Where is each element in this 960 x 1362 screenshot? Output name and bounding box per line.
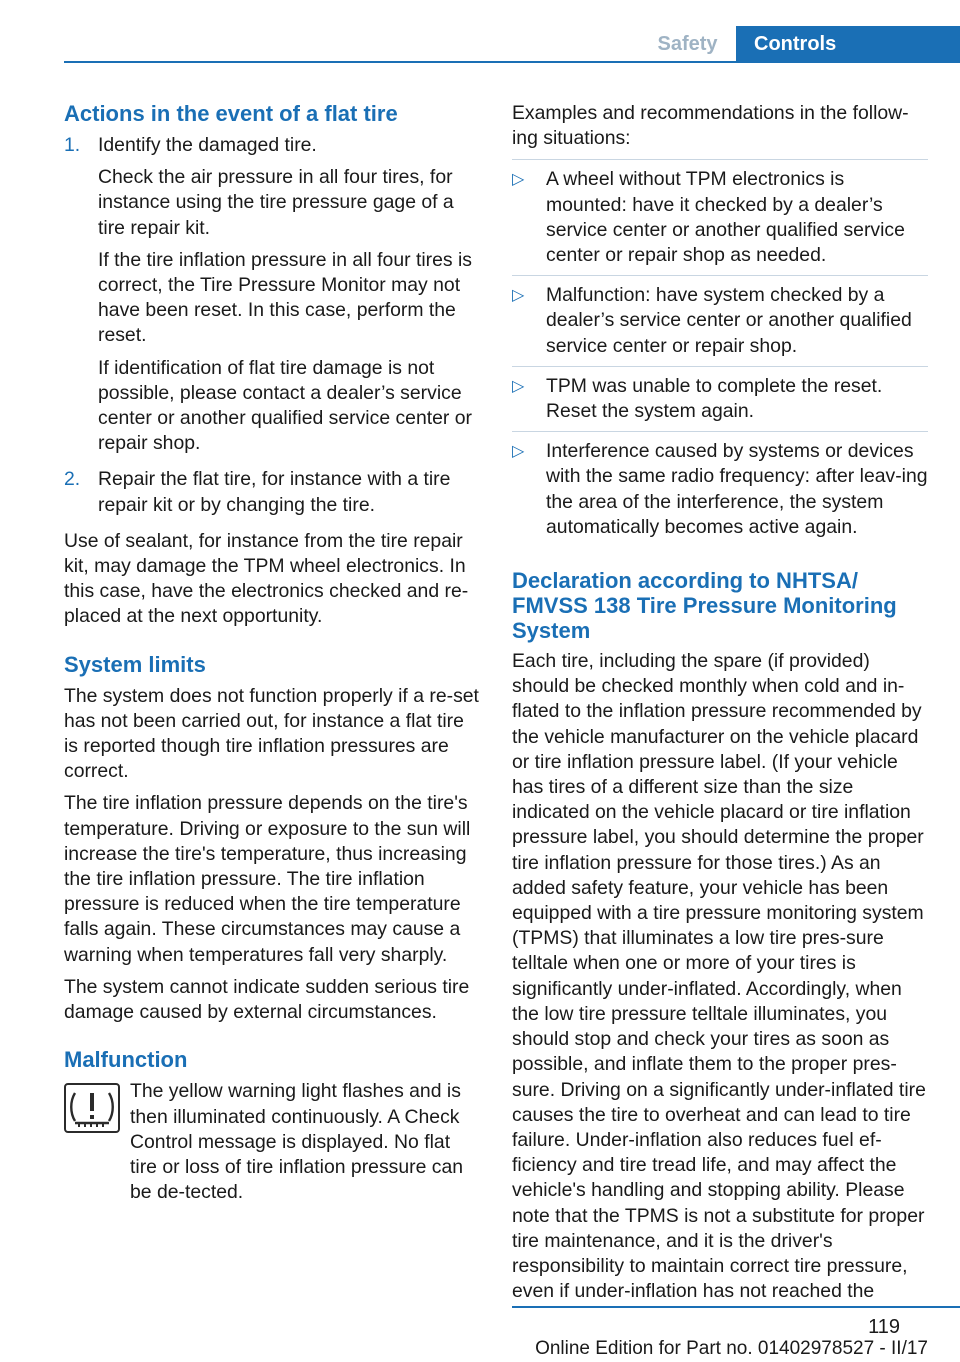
header-divider: [64, 61, 960, 63]
divider: [512, 366, 928, 367]
list-item: [64, 467, 480, 524]
list-item: [512, 283, 928, 359]
divider: [512, 275, 928, 276]
list-item: [64, 133, 480, 463]
malfunction-text: The yellow warning light flashes and is then illuminated continuously. A Check Control message is displayed. No flat tire or loss of tire inflation pressure can be de‐tected.: [130, 1080, 464, 1204]
system-limits-heading: System limits: [64, 651, 206, 677]
bullet-arrow-icon: ▷: [512, 443, 525, 461]
edition-label: Online Edition for Part no. 01402978527 - II/17: [535, 1338, 928, 1359]
step-text: Check the air pressure in all four tires, for instance using the tire pressure gage of a tire repair kit.: [98, 166, 454, 239]
bullet-arrow-icon: ▷: [512, 171, 525, 189]
step-text: If the tire inflation pressure in all four tires is correct, the Tire Pressure Monitor may not have been reset. In this case, perform the reset.: [98, 248, 472, 347]
bullet-arrow-icon: ▷: [512, 377, 525, 395]
tab-controls[interactable]: Controls: [736, 26, 960, 62]
system-limits-paragraph: The system cannot indicate sudden serious tire damage caused by external circumstances.: [64, 975, 470, 1024]
sealant-paragraph: Use of sealant, for instance from the tire repair kit, may damage the TPM wheel electronics. In this case, have the electronics checked and re‐placed at the next opportunity.: [64, 529, 469, 628]
left-column: [64, 101, 480, 1212]
divider: [512, 431, 928, 432]
divider: [512, 159, 928, 160]
step-text: If identification of flat tire damage is not possible, please contact a dealer’s service center or another qualified service center or repair shop.: [98, 356, 473, 455]
list-number: 1.: [64, 134, 81, 156]
list-item: [512, 167, 928, 268]
system-limits-paragraph: The tire inflation pressure depends on the tire's temperature. Driving or exposure to the sun will increase the tire's temperature, thus increasing the tire inflation pressure. The tire inflation pressure is reduced when the tire temperature falls again. These circumstances may cause a warning when temperatures fall very sharply.: [64, 792, 471, 966]
step-text: Repair the flat tire, for instance with a tire repair kit or by changing the tire.: [98, 468, 451, 516]
tab-safety[interactable]: Safety: [657, 33, 718, 55]
tire-pressure-warning-icon: [64, 1083, 120, 1133]
malfunction-heading: Malfunction: [64, 1047, 188, 1073]
bullet-arrow-icon: ▷: [512, 287, 525, 305]
list-item: [512, 439, 928, 540]
right-column: [512, 101, 928, 1311]
bullet-text: A wheel without TPM electronics is mounted: have it checked by a dealer’s service center or another qualified service center or repair shop as needed.: [546, 168, 905, 267]
bullet-text: Malfunction: have system checked by a dealer’s service center or another qualified service center or repair shop.: [546, 284, 912, 357]
page-number: 119: [868, 1316, 900, 1338]
declaration-paragraph: Each tire, including the spare (if provided) should be checked monthly when cold and in‐flated to the inflation pressure recommended by the vehicle manufacturer on the vehicle placard or tire inflation pressure label. (If your vehicle has tires of a different size than the size indicated on the vehicle placard or tire inflation pressure label, you should determine the proper tire inflation pressure for those tires.) As an added safety feature, your vehicle has been equipped with a tire pressure monitoring system (TPMS) that illuminates a low tire pres‐sure telltale when one or more of your tires is significantly under‐inflated. Accordingly, when the low tire pressure telltale illuminates, you should stop and check your tires as soon as possible, and inflate them to the proper pres‐sure. Driving on a significantly under‐inflated tire causes the tire to overheat and can lead to tire failure. Under‐inflation also reduces fuel ef‐ficiency and tire tread life, and may affect the vehicle's handling and stopping ability. Please note that the TPMS is not a substitute for proper tire maintenance, and it is the driver's responsibility to maintain correct tire pressure, even if under‐inflation has not reached the: [512, 650, 926, 1303]
list-number: 2.: [64, 468, 81, 491]
declaration-heading: Declaration according to NHTSA/ FMVSS 138 Tire Pressure Monitoring System: [512, 568, 897, 644]
examples-intro: Examples and recommendations in the follow‐ing situations:: [512, 102, 909, 150]
footer-divider: [512, 1306, 960, 1308]
flat-tire-heading: Actions in the event of a flat tire: [64, 101, 398, 126]
system-limits-paragraph: The system does not function properly if a re‐set has not been carried out, for instance a flat tire is reported though tire inflation pressures are correct.: [64, 684, 479, 783]
malfunction-block: [64, 1079, 480, 1205]
step-text: Identify the damaged tire.: [98, 134, 317, 156]
bullet-text: Interference caused by systems or devices with the same radio frequency: after leav‐ing the area of the interference, the system automatically becomes active again.: [546, 440, 928, 538]
list-item: [512, 374, 928, 424]
bullet-text: TPM was unable to complete the reset. Reset the system again.: [546, 374, 883, 423]
page-header: [0, 0, 960, 62]
